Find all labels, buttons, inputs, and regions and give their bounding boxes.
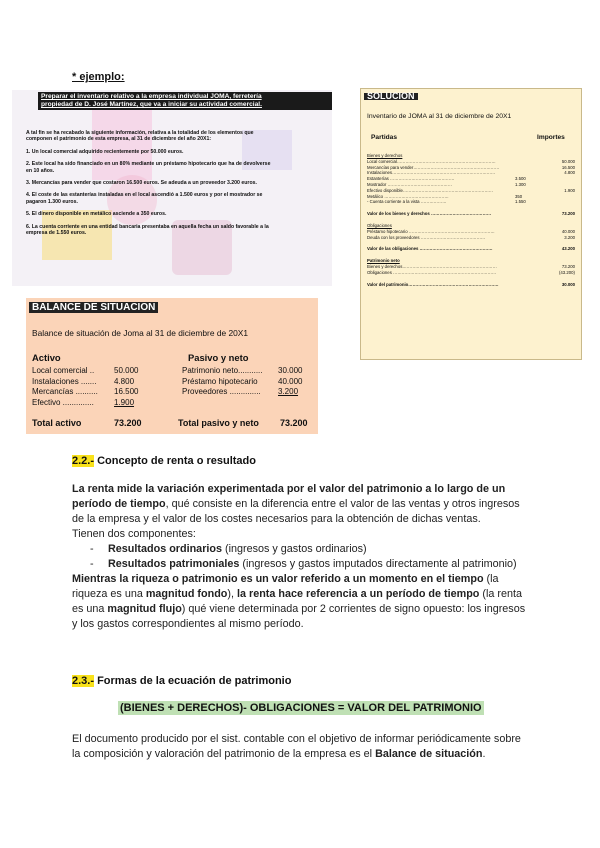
solution-panel <box>360 88 582 360</box>
balance-heading: BALANCE DE SITUACION <box>29 302 158 313</box>
resultados-ordinarios: Resultados ordinarios <box>108 543 222 555</box>
section-2-3-title: Formas de la ecuación de patrimonio <box>94 675 292 687</box>
resultados-ordinarios-desc: (ingresos y gastos ordinarios) <box>222 543 367 555</box>
section-2-2-body <box>72 482 532 632</box>
example-label: * ejemplo: <box>72 71 125 83</box>
solution-col-partidas: Partidas <box>371 134 398 141</box>
solution-line-label: Préstamo hipotecario …………………………………………………… <box>367 228 495 234</box>
solution-line-label: Bienes y derechos <box>367 153 403 158</box>
activo-item-value: 1.900 <box>114 397 135 407</box>
activo-item-name: Instalaciones ....... <box>32 376 97 386</box>
list-item: - Resultados ordinarios (ingresos y gastos ordinarios) <box>90 543 367 555</box>
pasivo-item-value: 3.200 <box>278 387 299 396</box>
solution-line-label: Metálico ……………………………………… <box>367 193 449 199</box>
riqueza-text-3: (la renta es una <box>72 588 523 615</box>
balance-definition-text: El documento producido por el sist. contable con el objetivo de informar periódicamente sobre la composición y valoración del patrimonio de la empresa es el <box>72 733 521 760</box>
pasivo-item-name: Patrimonio neto........... <box>182 366 263 375</box>
resultados-patrimoniales: Resultados patrimoniales <box>108 558 240 570</box>
exercise-intro <box>26 130 326 143</box>
activo-item-value: 4.800 <box>114 376 135 386</box>
total-activo-value: 73.200 <box>114 418 142 428</box>
exercise-item-line1: 3. Mercancías para vender que costaron 16.500 euros. Se adeuda a un proveedor 3.200 euros. <box>26 180 257 187</box>
solution-line-label: Efectivo disponible……………………………………………………… <box>367 187 494 193</box>
componentes-intro: Tienen dos componentes: <box>72 528 196 540</box>
patrimonio-equation: (BIENES + DERECHOS)- OBLIGACIONES = VALOR DEL PATRIMONIO <box>120 702 482 714</box>
renta-periodo-bold: la renta hace referencia a un período de tiempo <box>237 588 480 600</box>
renta-definition: La renta mide la variación experimentada por el valor del patrimonio a lo largo de un período de tiempo <box>72 483 506 510</box>
solution-line-label: Bienes y derechos………………………………………………………… <box>367 263 497 269</box>
balance-panel <box>26 298 318 434</box>
riqueza-paragraph <box>72 572 532 632</box>
exercise-item <box>26 180 326 186</box>
pasivo-item-value: 30.000 <box>278 366 303 375</box>
exercise-item-line1: 4. El coste de las estanterías instaladas en el local ascendió a 1.500 euros y por el mostrador se <box>26 192 263 199</box>
section-2-3-number: 2.3.- <box>72 675 95 687</box>
exercise-item-line2: pagaron 1.300 euros. <box>26 198 78 205</box>
exercise-items <box>26 149 326 237</box>
solution-line-label: Valor del patrimonio……………………………………………………… <box>367 281 499 287</box>
activo-heading: Activo <box>32 352 61 363</box>
solution-line-value: 1.900 <box>564 187 575 193</box>
magnitud-fondo: magnitud fondo <box>145 588 228 600</box>
solution-line-value: 40.000 <box>561 228 575 234</box>
solution-line-label: Obligaciones ……………………………………………………………… <box>367 269 497 275</box>
activo-item-value: 16.500 <box>114 387 139 396</box>
solution-line <box>367 282 577 288</box>
solution-heading: SOLUCION <box>364 93 418 100</box>
exercise-item <box>26 161 326 174</box>
exercise-item-line1: 5. El dinero disponible en metálico asciende a 350 euros. <box>26 211 167 218</box>
exercise-title-line1: Preparar el inventario relativo a la empresa individual JOMA, ferretería <box>41 93 262 100</box>
exercise-image <box>12 90 332 286</box>
renta-explanation: , qué consiste en la diferencia entre el valor de las ventas y otros ingresos de la empresa y el valor de los costes necesarios para la obtención de dichas ventas. <box>72 498 520 525</box>
solution-line-value: 16.500 <box>561 164 575 170</box>
activo-item-name: Local comercial .. <box>32 366 95 375</box>
exercise-item <box>26 224 326 237</box>
solution-line-label: Mercancías para vender…………………………………………………… <box>367 164 500 170</box>
exercise-body <box>26 130 326 242</box>
exercise-item <box>26 211 326 217</box>
total-pasivo-label: Total pasivo y neto <box>178 418 259 428</box>
solution-line-label: Patrimonio neto <box>367 258 400 264</box>
riqueza-bold: Mientras la riqueza o patrimonio es un valor referido a un momento en el tiempo <box>72 573 484 585</box>
exercise-item-line2: empresa de 1.550 euros. <box>26 230 87 237</box>
riqueza-text-1: (la riqueza es una <box>72 573 499 600</box>
componentes-list <box>72 542 532 572</box>
exercise-item <box>26 192 326 205</box>
renta-paragraph <box>72 482 532 527</box>
solution-line-label: Obligaciones <box>367 222 392 228</box>
exercise-item-line2: en 10 años. <box>26 167 55 174</box>
solution-line-label: - Cuenta corriente a la vista ……………… <box>367 199 447 205</box>
solution-line-label: Deuda con los proveedores ……………………………………… <box>367 234 486 240</box>
riqueza-text-4: ) qué viene determinada por 2 corrientes de signo opuesto: los ingresos y los gastos correspondientes al mismo período. <box>72 603 526 630</box>
solution-line-label: Local comercial…………………………………………………………… <box>367 158 496 164</box>
exercise-item-line1: 6. La cuenta corriente en una entidad bancaria presentaba en aquella fecha un saldo favorable a la <box>26 223 269 230</box>
exercise-title <box>38 92 332 110</box>
solution-subtitle: Inventario de JOMA al 31 de diciembre de 20X1 <box>367 113 512 120</box>
section-2-2-heading <box>72 455 256 467</box>
solution-line-label: Mostrador ……………………………………… <box>367 181 452 187</box>
section-2-3-heading <box>72 675 291 687</box>
solution-line-subvalue: 1.300 <box>515 181 526 187</box>
pasivo-item-name: Proveedores .............. <box>182 387 261 396</box>
solution-col-importes: Importes <box>537 134 565 141</box>
balance-definition-end: . <box>482 748 486 760</box>
solution-line-label: Valor de las obligaciones …………………………………………… <box>367 246 493 252</box>
riqueza-text-2: ), <box>227 588 237 600</box>
solution-line-value: 30.000 <box>561 281 575 287</box>
section-2-2-title: Concepto de renta o resultado <box>94 455 256 467</box>
pasivo-item-value: 40.000 <box>278 376 303 386</box>
solution-line-subvalue: 3.500 <box>515 176 526 182</box>
activo-item-name: Mercancías .......... <box>32 387 98 396</box>
activo-item-value: 50.000 <box>114 366 139 375</box>
solution-line-label: Instalaciones……………………………………………………………… <box>367 170 496 176</box>
exercise-item <box>26 149 326 155</box>
solution-line-value: 43.200 <box>561 246 575 252</box>
balance-definition <box>72 732 532 762</box>
activo-item-name: Efectivo .............. <box>32 397 94 407</box>
list-item: - Resultados patrimoniales (ingresos y gastos imputados directamente al patrimonio) <box>90 558 517 570</box>
exercise-item-line1: 1. Un local comercial adquirido recientemente por 50.000 euros. <box>26 148 184 155</box>
pasivo-item-name: Préstamo hipotecario <box>182 376 258 386</box>
solution-line-value: 50.000 <box>561 158 575 164</box>
total-activo-label: Total activo <box>32 418 82 428</box>
resultados-patrimoniales-desc: (ingresos y gastos imputados directamente al patrimonio) <box>239 558 517 570</box>
section-2-2-number: 2.2.- <box>72 455 95 467</box>
solution-line-value: 4.800 <box>564 170 575 176</box>
solution-line-label: Valor de los bienes y derechos …………………………………… <box>367 211 492 217</box>
solution-lines <box>367 153 577 287</box>
balance-de-situacion-term: Balance de situación <box>375 748 483 760</box>
magnitud-flujo: magnitud flujo <box>107 603 182 615</box>
solution-line-subvalue: 350 <box>515 193 523 199</box>
pasivo-heading: Pasivo y neto <box>188 352 249 363</box>
solution-line-value: 3.200 <box>564 234 575 240</box>
solution-line-label: Estanterías ……………………………………… <box>367 176 455 182</box>
section-2-3-body <box>72 732 532 762</box>
total-pasivo-value: 73.200 <box>280 418 308 428</box>
solution-line-subvalue: 1.550 <box>515 199 526 205</box>
exercise-title-line2: propiedad de D. José Martínez, que va a iniciar su actividad comercial. <box>41 101 262 108</box>
solution-line-value: 73.200 <box>561 263 575 269</box>
exercise-item-line1: 2. Este local ha sido financiado en un 80% mediante un préstamo hipotecario que ha de devolverse <box>26 161 271 168</box>
exercise-intro-line2: componen el patrimonio de esta empresa, al 31 de diciembre del año 20X1: <box>26 136 212 143</box>
balance-subtitle: Balance de situación de Joma al 31 de diciembre de 20X1 <box>32 328 249 338</box>
solution-line-value: 73.200 <box>561 211 575 217</box>
exercise-intro-line1: A tal fin se ha recabado la siguiente información, relativa a la totalidad de los elementos que <box>26 130 254 136</box>
solution-line-value: (43.200) <box>558 269 575 275</box>
